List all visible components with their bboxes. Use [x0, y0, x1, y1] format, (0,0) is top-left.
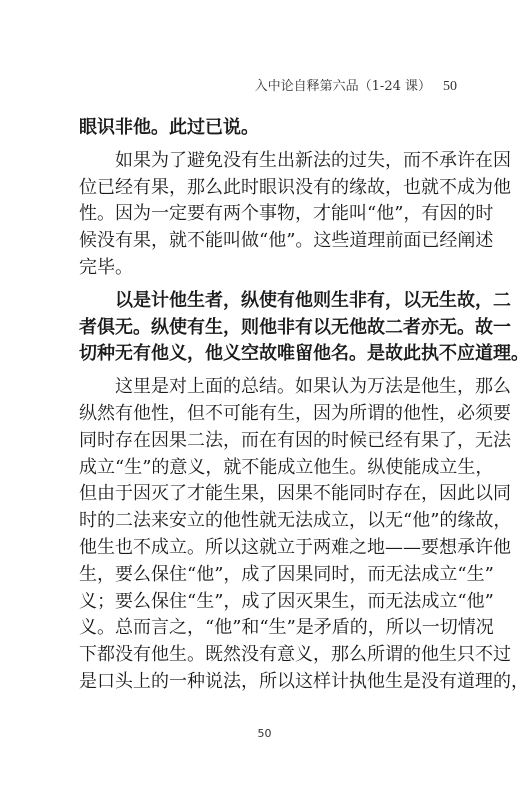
text-line: 义；要么保住“生”，成了因灭果生，而无法成立“他”: [79, 590, 494, 612]
text-line: 如果为了避免没有生出新法的过失，而不承许在因: [115, 149, 511, 171]
text-line: 位已经有果，那么此时眼识没有的缘故，也就不成为他: [79, 176, 511, 198]
bold-passage-1: [79, 115, 453, 142]
text-line: 候没有果，就不能叫做“他”。这些道理前面已经阐述: [79, 230, 494, 252]
text-line: 成立“生”的意义，就不能成立他生。纵使能成立生，: [79, 456, 494, 478]
commentary-paragraph-2: [79, 374, 529, 696]
chapter-title: 入中论自释第六品（1-24 课）: [254, 79, 431, 94]
bold-passage-2: [79, 288, 529, 368]
text-line: 时的二法来安立的他性就无法成立，以无“他”的缘故，: [79, 510, 512, 532]
text-line: 是口头上的一种说法，所以这样计执他生是没有道理的，: [79, 670, 529, 692]
running-header: [255, 75, 457, 95]
text-line: 性。因为一定要有两个事物，才能叫“他”，有因的时: [79, 203, 494, 225]
header-page-number: 50: [443, 79, 457, 94]
text-line: 同时存在因果二法，而在有因的时候已经有果了，无法: [79, 429, 511, 451]
text-line: 完毕。: [79, 256, 133, 278]
text-line: 切种无有他义，他义空故唯留他名。是故此执不应道理。: [79, 343, 529, 365]
text-line: 他生也不成立。所以这就立于两难之地——要想承许他: [79, 536, 511, 558]
text-line: 纵然有他性，但不可能有生，因为所谓的他性，必须要: [79, 402, 511, 424]
text-line: 但由于因灭了才能生果，因果不能同时存在，因此以同: [79, 483, 511, 505]
text-line: 以是计他生者，纵使有他则生非有，以无生故，二: [115, 289, 511, 311]
text-line: 眼识非他。此过已说。: [79, 117, 259, 138]
text-line: 者俱无。纵使有生，则他非有以无他故二者亦无。故一: [79, 316, 511, 338]
footer-page-number: 50: [257, 727, 272, 740]
page-body: [79, 115, 529, 702]
text-line: 义。总而言之，“他”和“生”是矛盾的，所以一切情况: [79, 617, 494, 639]
text-line: 生，要么保住“他”，成了因果同时，而无法成立“生”: [79, 563, 494, 585]
commentary-paragraph-1: [79, 148, 511, 282]
text-line: 这里是对上面的总结。如果认为万法是他生，那么: [115, 376, 511, 398]
text-line: 下都没有他生。既然没有意义，那么所谓的他生只不过: [79, 644, 511, 666]
